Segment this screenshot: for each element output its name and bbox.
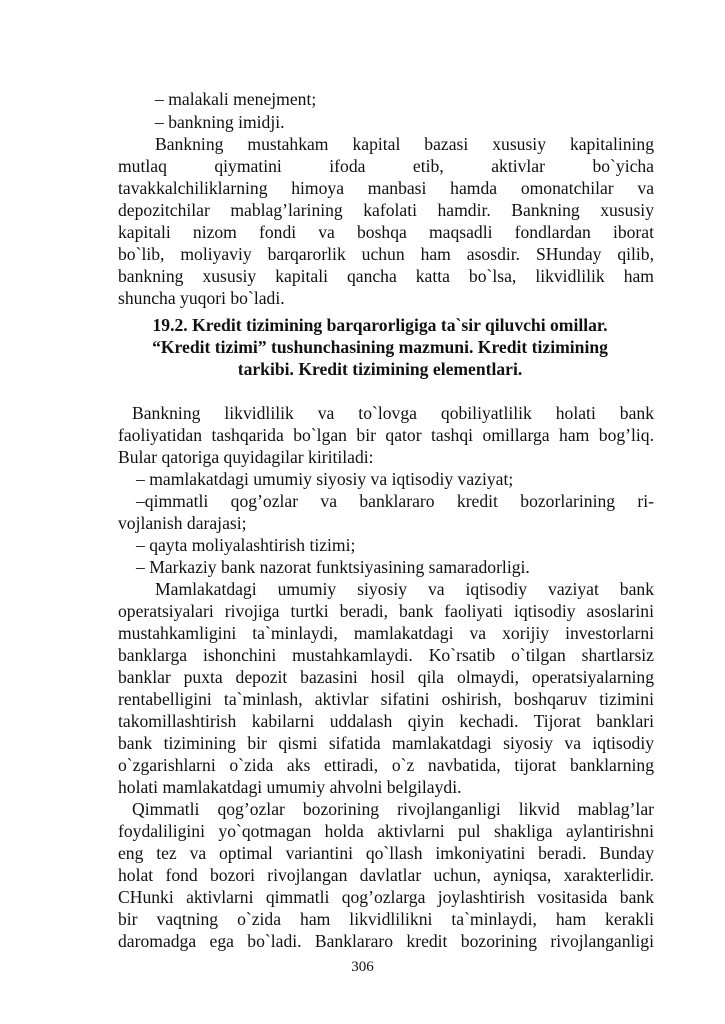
list-item: vojlanish darajasi; xyxy=(118,513,247,533)
paragraph-line: CHunki aktivlarni qimmatli qog’ozlarga joylashtirish vositasida bank xyxy=(118,887,654,907)
paragraph-line: holat fond bozori rivojlangan davlatlar uchun, ayniqsa, xarakterlidir. xyxy=(118,865,654,885)
paragraph-line: bankning xususiy kapitali qancha katta bo`lsa, likvidlilik ham xyxy=(118,266,654,286)
paragraph-line: bir vaqtning o`zida ham likvidlilikni ta`minlaydi, ham kerakli xyxy=(118,909,654,929)
section-heading: 19.2. Kredit tizimining barqarorligiga ta`sir qiluvchi omillar. xyxy=(152,315,608,335)
section-heading: tarkibi. Kredit tizimining elementlari. xyxy=(237,359,523,379)
paragraph-line: mustahkamligini ta`minlaydi, mamlakatdagi va xorijiy investorlarni xyxy=(118,623,654,643)
list-item: – bankning imidji. xyxy=(155,112,285,132)
paragraph-line: tavakkalchiliklarning himoya manbasi hamda omonatchilar va xyxy=(118,178,654,198)
paragraph-line: holati mamlakatdagi umumiy ahvolni belgilaydi. xyxy=(118,777,462,797)
paragraph-line: depozitchilar mablag’larining kafolati hamdir. Bankning xususiy xyxy=(118,200,654,220)
list-item: – Markaziy bank nazorat funktsiyasining samaradorligi. xyxy=(136,557,530,577)
paragraph-line: Bankning mustahkam kapital bazasi xususiy kapitalining xyxy=(155,134,654,154)
paragraph-line: operatsiyalari rivojiga turtki beradi, bank faoliyati iqtisodiy asoslarini xyxy=(118,601,654,621)
section-heading: “Kredit tizimi” tushunchasining mazmuni. Kredit tizimining xyxy=(152,337,608,357)
paragraph-line: bank tizimining bir qismi sifatida mamlakatdagi siyosiy va iqtisodiy xyxy=(118,733,654,753)
paragraph-line: bo`lib, moliyaviy barqarorlik uchun ham asosdir. SHunday qilib, xyxy=(118,244,654,264)
paragraph-line: Qimmatli qog’ozlar bozorining rivojlanganligi likvid mablag’lar xyxy=(132,799,654,819)
paragraph-line: foydaliligini yo`qotmagan holda aktivlarni pul shakliga aylantirishni xyxy=(118,821,654,841)
page-number: 306 xyxy=(351,959,374,975)
paragraph-line: faoliyatidan tashqarida bo`lgan bir qator tashqi omillarga ham bog’liq. xyxy=(118,425,654,445)
paragraph-line: Mamlakatdagi umumiy siyosiy va iqtisodiy vaziyat bank xyxy=(155,579,654,599)
paragraph-line: banklarga ishonchini mustahkamlaydi. Ko`rsatib o`tilgan shartlarsiz xyxy=(118,645,654,665)
paragraph-line: mutlaq qiymatini ifoda etib, aktivlar bo`yicha xyxy=(118,156,654,176)
list-item: – qayta moliyalashtirish tizimi; xyxy=(136,535,356,555)
paragraph-line: kapitali nizom fondi va boshqa maqsadli fondlardan iborat xyxy=(118,222,654,242)
paragraph-line: o`zgarishlarni o`zida aks ettiradi, o`z navbatida, tijorat banklarning xyxy=(118,755,654,775)
paragraph-line: eng tez va optimal variantini qo`llash imkoniyatini beradi. Bunday xyxy=(118,843,654,863)
paragraph-line: shuncha yuqori bo`ladi. xyxy=(118,288,285,308)
list-item: – mamlakatdagi umumiy siyosiy va iqtisodiy vaziyat; xyxy=(136,469,514,489)
paragraph-line: rentabelligini ta`minlash, aktivlar sifatini oshirish, boshqaruv tizimini xyxy=(118,689,654,709)
paragraph-line: banklar puxta depozit bazasini hosil qila olmaydi, operatsiyalarning xyxy=(118,667,654,687)
list-item: –qimmatli qog’ozlar va banklararo kredit bozorlarining ri- xyxy=(136,491,654,511)
paragraph-line: daromadga ega bo`ladi. Banklararo kredit bozorining rivojlanganligi xyxy=(118,931,654,951)
paragraph-line: takomillashtirish kabilarni uddalash qiyin kechadi. Tijorat banklari xyxy=(118,711,654,731)
paragraph-line: Bankning likvidlilik va to`lovga qobiliyatlilik holati bank xyxy=(132,403,654,423)
list-item: – malakali menejment; xyxy=(155,89,317,109)
paragraph-line: Bular qatoriga quyidagilar kiritiladi: xyxy=(118,447,374,467)
